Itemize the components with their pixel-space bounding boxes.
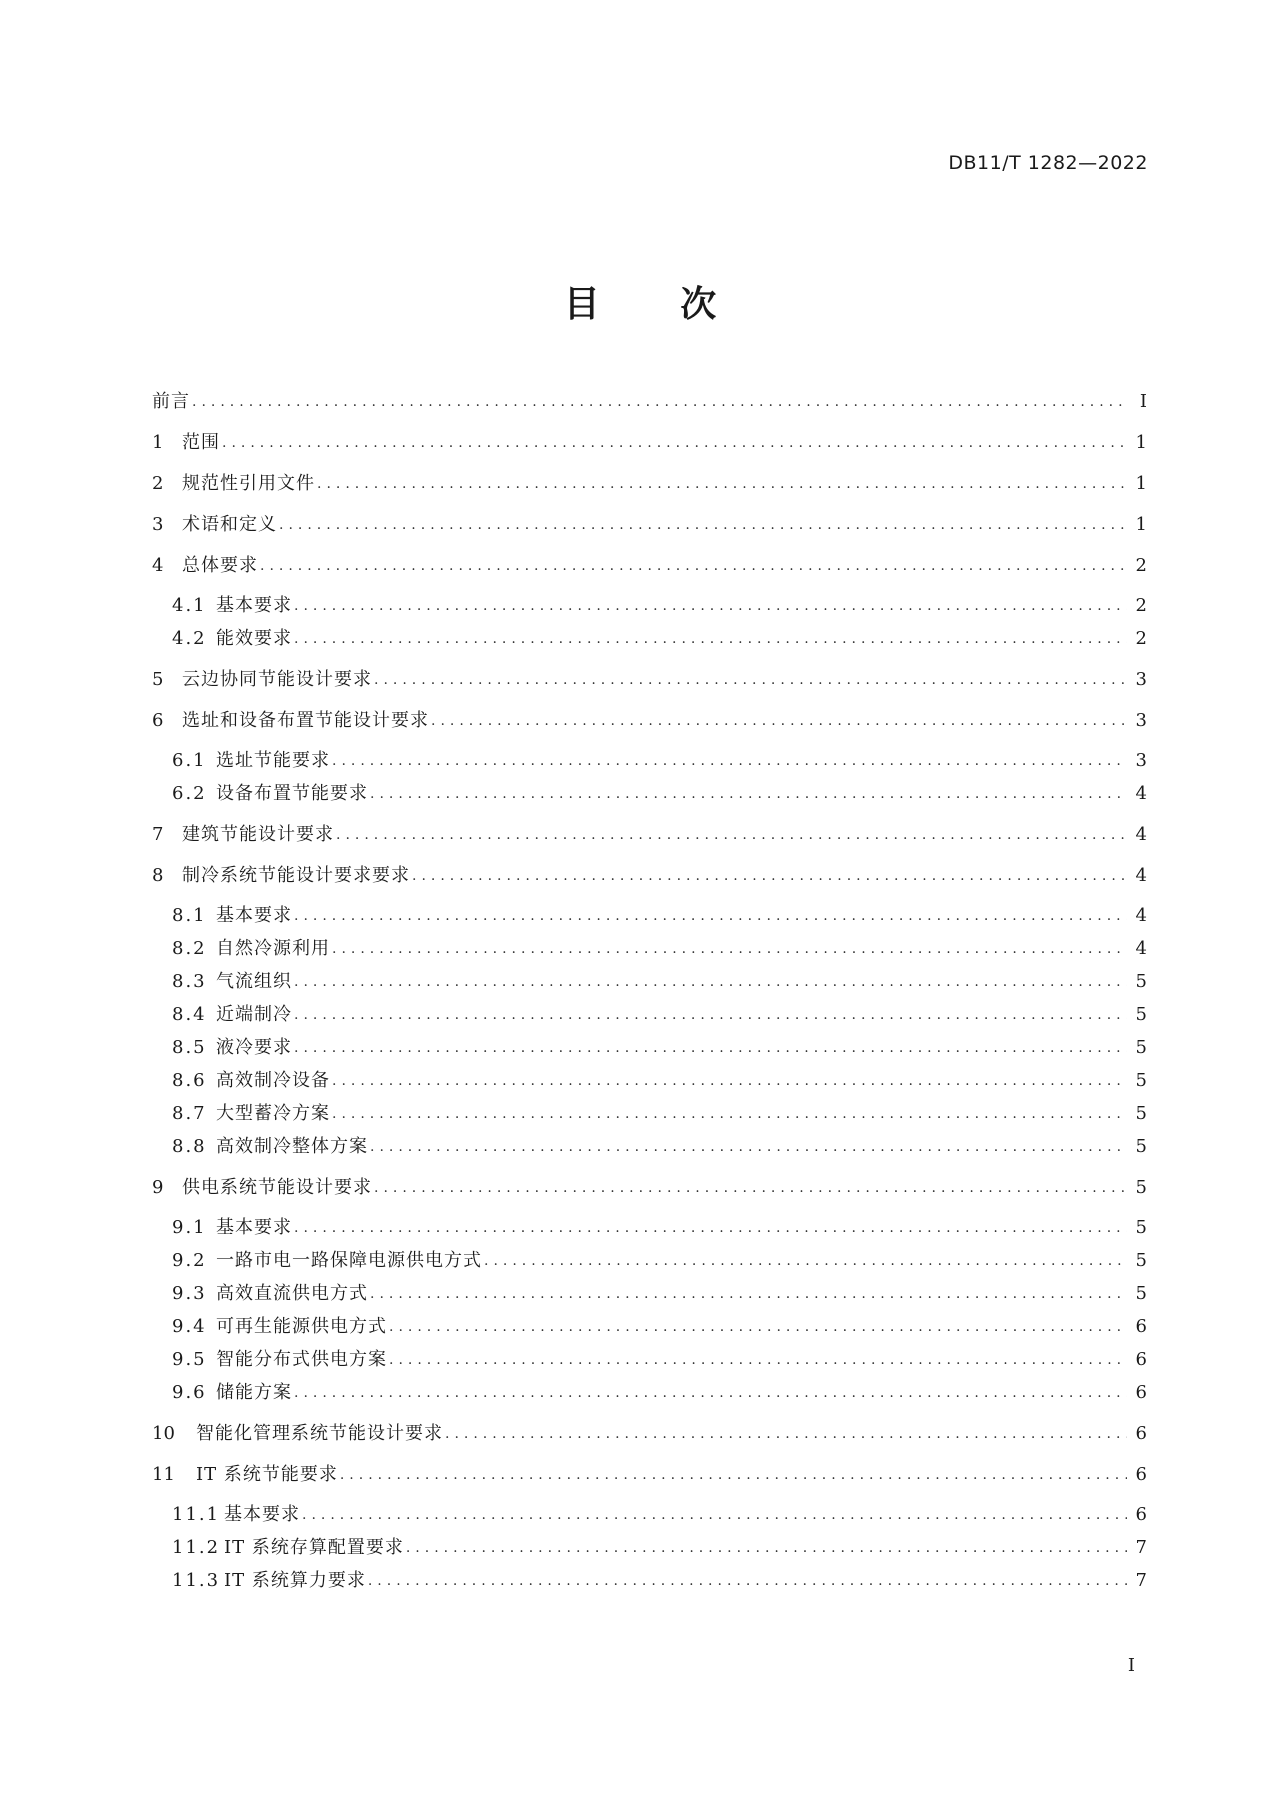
toc-entry[interactable] [172,1380,1147,1406]
toc-entry-number: 1 [152,432,164,453]
toc-entry-number: 8.4 [172,1004,207,1025]
toc-entry[interactable] [172,1535,1147,1561]
toc-entry-number: 8.3 [172,971,207,992]
toc-entry-title: 前言 [152,391,190,412]
toc-entry-page: 5 [1135,1103,1147,1124]
toc-entry-number: 2 [152,473,164,494]
toc-entry[interactable] [172,626,1147,652]
toc-dot-leader [374,1175,1127,1201]
toc-entry[interactable] [172,781,1147,807]
toc-entry-page: 5 [1135,1283,1147,1304]
toc-dot-leader [389,1347,1127,1373]
toc-entry-title: 基本要求 [224,1504,300,1525]
toc-entry[interactable] [172,1314,1147,1340]
toc-entry[interactable] [172,1502,1147,1528]
toc-entry[interactable] [152,512,1147,538]
toc-entry-number: 4.1 [172,595,207,616]
toc-entry-title: 大型蓄冷方案 [216,1103,330,1124]
toc-entry[interactable] [152,471,1147,497]
page-number: I [1127,1655,1135,1676]
toc-dot-leader [332,748,1127,774]
toc-dot-leader [340,1462,1127,1488]
toc-dot-leader [279,512,1127,538]
toc-dot-leader [294,626,1127,652]
toc-entry-number: 9.2 [172,1250,207,1271]
toc-entry-page: 4 [1135,783,1147,804]
toc-dot-leader [431,708,1127,734]
toc-entry-number: 8.1 [172,905,207,926]
toc-dot-leader [412,863,1127,889]
toc-dot-leader [192,389,1127,415]
toc-entry[interactable] [172,593,1147,619]
toc-entry-number: 7 [152,824,164,845]
toc-entry-page: 6 [1135,1504,1147,1525]
toc-entry-title: 规范性引用文件 [182,473,315,494]
toc-entry-page: 6 [1135,1464,1147,1485]
toc-entry-title: 云边协同节能设计要求 [182,669,372,690]
toc-entry-title: 智能化管理系统节能设计要求 [196,1423,443,1444]
toc-entry-title: 基本要求 [216,1217,292,1238]
toc-entry-number: 6.1 [172,750,207,771]
toc-dot-leader [294,903,1127,929]
toc-dot-leader [294,1002,1127,1028]
toc-entry-page: 6 [1135,1349,1147,1370]
toc-entry-title: 自然冷源利用 [216,938,330,959]
toc-dot-leader [294,969,1127,995]
toc-entry-number: 11.2 [172,1537,221,1558]
toc-entry-title: 高效制冷设备 [216,1070,330,1091]
toc-dot-leader [445,1421,1127,1447]
toc-entry[interactable] [172,969,1147,995]
toc-entry-page: 5 [1135,1177,1147,1198]
toc-dot-leader [370,781,1127,807]
toc-entry[interactable] [172,1101,1147,1127]
toc-entry-page: 4 [1135,905,1147,926]
toc-entry-page: 1 [1135,473,1147,494]
toc-dot-leader [294,1380,1127,1406]
toc-dot-leader [368,1568,1127,1594]
toc-entry-title: 气流组织 [216,971,292,992]
toc-entry[interactable] [152,1175,1147,1201]
toc-entry-number: 9.6 [172,1382,207,1403]
toc-entry[interactable] [172,1068,1147,1094]
toc-entry-number: 9.1 [172,1217,207,1238]
toc-entry-page: 5 [1135,1070,1147,1091]
toc-entry-number: 8.7 [172,1103,207,1124]
toc-entry[interactable] [152,553,1147,579]
table-of-contents [152,0,1147,1811]
toc-dot-leader [294,1035,1127,1061]
toc-entry-title: 近端制冷 [216,1004,292,1025]
toc-entry-title: 智能分布式供电方案 [216,1349,387,1370]
toc-entry-page: 2 [1135,628,1147,649]
toc-entry[interactable] [172,1215,1147,1241]
toc-entry-number: 6.2 [172,783,207,804]
toc-entry[interactable] [172,1035,1147,1061]
toc-entry-title: 术语和定义 [182,514,277,535]
toc-entry-number: 9.5 [172,1349,207,1370]
toc-dot-leader [317,471,1127,497]
toc-entry-number: 8.8 [172,1136,207,1157]
toc-entry-page: 6 [1135,1423,1147,1444]
toc-entry-title: 范围 [182,432,220,453]
toc-entry-page: 5 [1135,1037,1147,1058]
toc-entry-number: 8.5 [172,1037,207,1058]
toc-entry[interactable] [172,748,1147,774]
toc-entry-title: 液冷要求 [216,1037,292,1058]
toc-entry-number: 9.3 [172,1283,207,1304]
toc-dot-leader [336,822,1127,848]
toc-entry-title: 储能方案 [216,1382,292,1403]
toc-entry-number: 8 [152,865,164,886]
toc-entry[interactable] [152,863,1147,889]
toc-entry-number: 11.1 [172,1504,221,1525]
toc-entry-page: I [1139,391,1147,412]
toc-dot-leader [389,1314,1127,1340]
toc-dot-leader [302,1502,1127,1528]
toc-entry-title: 设备布置节能要求 [216,783,368,804]
toc-entry[interactable] [172,936,1147,962]
toc-dot-leader [484,1248,1127,1274]
toc-entry-title: 建筑节能设计要求 [182,824,334,845]
toc-entry-page: 7 [1135,1570,1147,1591]
toc-entry-page: 2 [1135,595,1147,616]
toc-entry[interactable] [152,389,1147,415]
toc-entry-number: 4.2 [172,628,207,649]
toc-entry-page: 4 [1135,938,1147,959]
toc-entry[interactable] [152,822,1147,848]
toc-dot-leader [294,593,1127,619]
toc-dot-leader [332,936,1127,962]
toc-entry-page: 1 [1135,514,1147,535]
toc-dot-leader [374,667,1127,693]
toc-entry-page: 3 [1135,750,1147,771]
toc-entry-title: 制冷系统节能设计要求要求 [182,865,410,886]
toc-dot-leader [222,430,1127,456]
toc-entry-title: 供电系统节能设计要求 [182,1177,372,1198]
toc-entry[interactable] [152,667,1147,693]
toc-entry-title: 高效直流供电方式 [216,1283,368,1304]
toc-dot-leader [332,1068,1127,1094]
toc-entry-title: IT 系统节能要求 [196,1464,338,1485]
toc-entry-title: IT 系统存算配置要求 [224,1537,404,1558]
toc-entry-page: 3 [1135,669,1147,690]
toc-entry-title: 总体要求 [182,555,258,576]
toc-dot-leader [294,1215,1127,1241]
toc-entry-title: 选址和设备布置节能设计要求 [182,710,429,731]
toc-entry-page: 6 [1135,1316,1147,1337]
toc-entry-number: 3 [152,514,164,535]
toc-entry-title: 能效要求 [216,628,292,649]
toc-entry[interactable] [172,1134,1147,1160]
toc-entry-page: 4 [1135,865,1147,886]
toc-entry-number: 6 [152,710,164,731]
toc-entry-page: 7 [1135,1537,1147,1558]
toc-entry-number: 9 [152,1177,164,1198]
toc-entry-page: 5 [1135,1004,1147,1025]
toc-entry[interactable] [172,1347,1147,1373]
toc-dot-leader [332,1101,1127,1127]
toc-entry-page: 1 [1135,432,1147,453]
toc-entry-page: 3 [1135,710,1147,731]
toc-entry-page: 4 [1135,824,1147,845]
toc-entry[interactable] [172,1002,1147,1028]
toc-entry-page: 5 [1135,971,1147,992]
toc-entry-title: 一路市电一路保障电源供电方式 [216,1250,482,1271]
toc-heading: 目 次 [563,284,751,325]
toc-entry-page: 2 [1135,555,1147,576]
toc-entry[interactable] [172,1568,1147,1594]
toc-entry-number: 10 [152,1423,175,1444]
toc-entry-number: 11.3 [172,1570,221,1591]
toc-entry-page: 5 [1135,1136,1147,1157]
toc-entry-number: 11 [152,1464,175,1485]
toc-entry-number: 8.2 [172,938,207,959]
toc-entry[interactable] [172,1281,1147,1307]
toc-entry-title: IT 系统算力要求 [224,1570,366,1591]
toc-entry-number: 8.6 [172,1070,207,1091]
standard-code: DB11/T 1282—2022 [948,152,1148,174]
toc-entry-title: 基本要求 [216,595,292,616]
toc-dot-leader [370,1281,1127,1307]
toc-dot-leader [370,1134,1127,1160]
toc-entry-title: 基本要求 [216,905,292,926]
toc-entry-number: 9.4 [172,1316,207,1337]
toc-entry-page: 6 [1135,1382,1147,1403]
toc-dot-leader [406,1535,1127,1561]
toc-entry-number: 5 [152,669,164,690]
toc-entry-title: 选址节能要求 [216,750,330,771]
toc-entry[interactable] [152,430,1147,456]
toc-entry[interactable] [172,903,1147,929]
toc-entry[interactable] [152,708,1147,734]
toc-entry-number: 4 [152,555,164,576]
toc-entry-title: 可再生能源供电方式 [216,1316,387,1337]
toc-entry[interactable] [152,1462,1147,1488]
toc-entry[interactable] [152,1421,1147,1447]
toc-dot-leader [260,553,1127,579]
toc-entry[interactable] [172,1248,1147,1274]
toc-entry-title: 高效制冷整体方案 [216,1136,368,1157]
toc-entry-page: 5 [1135,1250,1147,1271]
toc-entry-page: 5 [1135,1217,1147,1238]
